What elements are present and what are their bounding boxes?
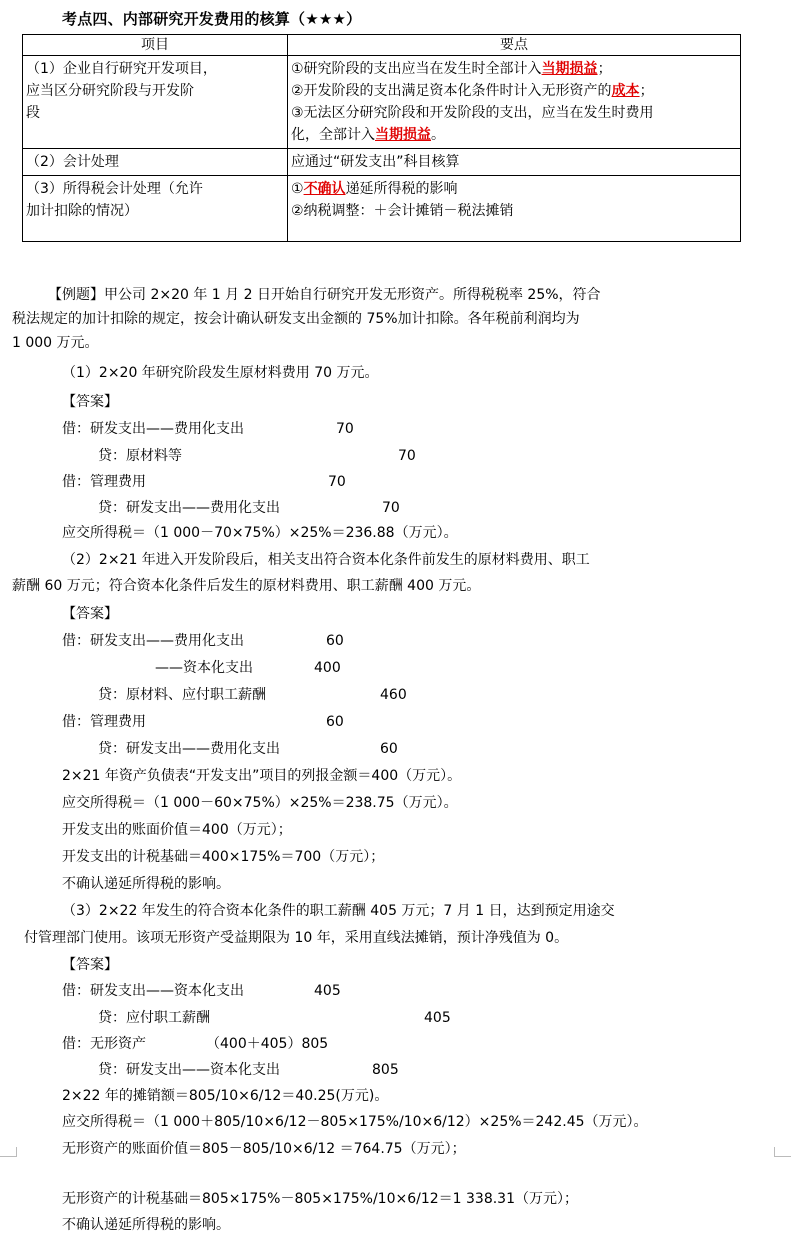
- calculation-text: 开发支出的计税基础＝400×175%＝700（万元）；: [62, 849, 385, 865]
- answer-heading: 【答案】: [62, 394, 118, 410]
- journal-entry-credit: 贷：研发支出——资本化支出: [98, 1062, 280, 1078]
- amount: 460: [380, 687, 407, 703]
- journal-entry-credit: 贷：研发支出——费用化支出: [98, 500, 280, 516]
- table-header-item: 项目: [23, 35, 288, 56]
- calculation-text: 应交所得税＝（1 000＋805/10×6/12－805×175%/10×6/12）×25%＝242.45（万元）。: [62, 1114, 648, 1130]
- table-row: [23, 149, 741, 176]
- journal-entry-credit: 贷：应付职工薪酬: [98, 1010, 210, 1026]
- amount: 70: [398, 448, 416, 464]
- journal-entry-credit: 贷：研发支出——费用化支出: [98, 741, 280, 757]
- cell-line: 段: [26, 105, 40, 121]
- calculation-text: 2×22 年的摊销额＝805/10×6/12＝40.25(万元)。: [62, 1088, 389, 1104]
- journal-entry-debit: 借：研发支出——费用化支出: [62, 421, 244, 437]
- cell-line: 化，全部计入当期损益。: [291, 127, 445, 143]
- amount: 60: [380, 741, 398, 757]
- example-text: 1 000 万元。: [12, 335, 99, 351]
- amount: 400: [314, 660, 341, 676]
- journal-entry-debit: ——资本化支出: [155, 660, 253, 676]
- calculation-text: 无形资产的计税基础＝805×175%－805×175%/10×6/12＝1 338.31（万元）；: [62, 1191, 578, 1207]
- calculation-text: 不确认递延所得税的影响。: [62, 1217, 230, 1233]
- table-cell-points: [288, 56, 741, 149]
- question-text: （2）2×21 年进入开发阶段后，相关支出符合资本化条件前发生的原材料费用、职工: [62, 552, 590, 568]
- journal-entry-credit: 贷：原材料等: [98, 448, 182, 464]
- cell-line: ③无法区分研究阶段和开发阶段的支出，应当在发生时费用: [291, 105, 654, 121]
- summary-table: [22, 34, 741, 242]
- cell-line: ②纳税调整：＋会计摊销－税法摊销: [291, 203, 514, 219]
- table-header-points: 要点: [288, 35, 741, 56]
- table-cell-item: [23, 56, 288, 149]
- calculation-text: 无形资产的账面价值＝805－805/10×6/12 ＝764.75（万元）；: [62, 1141, 466, 1157]
- table-cell-points: [288, 176, 741, 242]
- table-row: [23, 56, 741, 149]
- amount: 60: [326, 714, 344, 730]
- journal-entry-debit: 借：研发支出——费用化支出: [62, 633, 244, 649]
- journal-entry-debit: 借：无形资产: [62, 1036, 146, 1052]
- example-text: 税法规定的加计扣除的规定，按会计确认研发支出金额的 75%加计扣除。各年税前利润均为: [12, 311, 580, 327]
- page-break-mark: [0, 1147, 17, 1157]
- cell-line: （1）企业自行研究开发项目，: [26, 61, 217, 77]
- cell-line: （3）所得税会计处理（允许: [26, 181, 203, 197]
- answer-heading: 【答案】: [62, 606, 118, 622]
- section-title: 考点四、内部研究开发费用的核算（★★★）: [62, 10, 362, 28]
- journal-entry-debit: 借：管理费用: [62, 474, 146, 490]
- amount: 805: [372, 1062, 399, 1078]
- amount: （400＋405）805: [206, 1036, 329, 1052]
- amount: 70: [328, 474, 346, 490]
- page-break-mark: [774, 1147, 791, 1157]
- amount: 60: [326, 633, 344, 649]
- calculation-text: 应交所得税＝（1 000－70×75%）×25%＝236.88（万元）。: [62, 525, 458, 541]
- question-text: 付管理部门使用。该项无形资产受益期限为 10 年，采用直线法摊销，预计净残值为 0。: [24, 930, 569, 946]
- amount: 70: [336, 421, 354, 437]
- table-cell-points: 应通过“研发支出”科目核算: [288, 149, 741, 176]
- table-header-row: [23, 35, 741, 56]
- question-text: （1）2×20 年研究阶段发生原材料费用 70 万元。: [62, 365, 379, 381]
- cell-line: ①不确认递延所得税的影响: [291, 181, 458, 197]
- table-cell-item: （2）会计处理: [23, 149, 288, 176]
- calculation-text: 应交所得税＝（1 000－60×75%）×25%＝238.75（万元）。: [62, 795, 458, 811]
- calculation-text: 2×21 年资产负债表“开发支出”项目的列报金额＝400（万元）。: [62, 768, 462, 784]
- journal-entry-debit: 借：管理费用: [62, 714, 146, 730]
- journal-entry-debit: 借：研发支出——资本化支出: [62, 983, 244, 999]
- answer-heading: 【答案】: [62, 957, 118, 973]
- cell-line: ②开发阶段的支出满足资本化条件时计入无形资产的成本；: [291, 83, 654, 99]
- calculation-text: 开发支出的账面价值＝400（万元）；: [62, 822, 292, 838]
- question-text: 薪酬 60 万元；符合资本化条件后发生的原材料费用、职工薪酬 400 万元。: [12, 578, 481, 594]
- cell-line: 加计扣除的情况）: [26, 203, 138, 219]
- cell-line: ①研究阶段的支出应当在发生时全部计入当期损益；: [291, 61, 612, 77]
- amount: 405: [314, 983, 341, 999]
- table-row: [23, 176, 741, 242]
- table-cell-item: [23, 176, 288, 242]
- example-text: 【例题】甲公司 2×20 年 1 月 2 日开始自行研究开发无形资产。所得税税率 25%，符合: [48, 287, 601, 303]
- cell-line: 应当区分研究阶段与开发阶: [26, 83, 194, 99]
- calculation-text: 不确认递延所得税的影响。: [62, 876, 230, 892]
- question-text: （3）2×22 年发生的符合资本化条件的职工薪酬 405 万元；7 月 1 日，达到预定用途交: [62, 903, 615, 919]
- amount: 405: [424, 1010, 451, 1026]
- amount: 70: [382, 500, 400, 516]
- journal-entry-credit: 贷：原材料、应付职工薪酬: [98, 687, 266, 703]
